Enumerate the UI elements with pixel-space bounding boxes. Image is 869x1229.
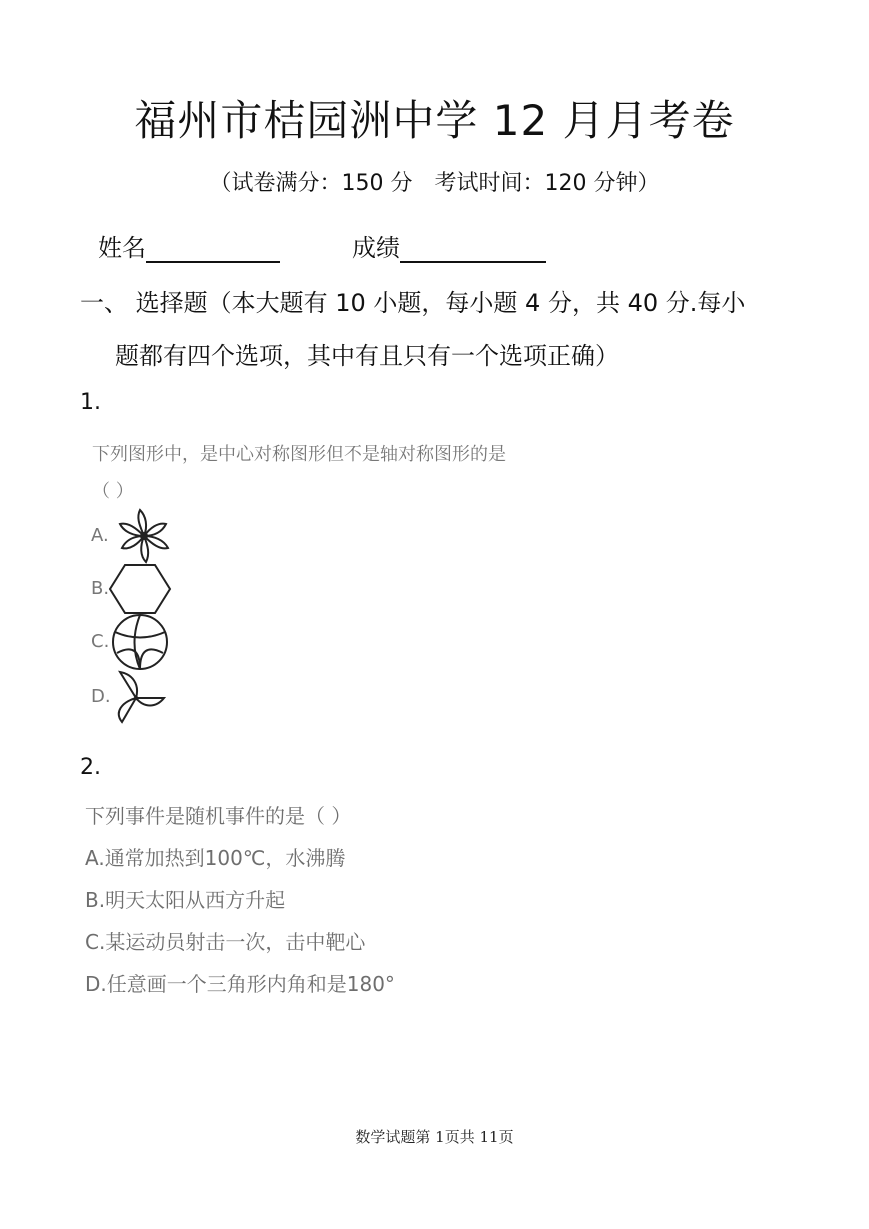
hexagon-icon (108, 563, 172, 615)
page-footer: 数学试题第 1页共 11页 (355, 1128, 514, 1146)
page-title: 福州市桔园洲中学 12 月月考卷 (134, 96, 735, 145)
question-1-paren: （ ） (92, 481, 134, 502)
question-2-stem: 下列事件是随机事件的是（ ） (85, 804, 352, 828)
exam-info: （试卷满分：150 分 考试时间：120 分钟） (209, 171, 660, 196)
question-2-number: 2. (80, 755, 101, 780)
score-label: 成绩 (352, 234, 400, 262)
question-2-option-a: A.通常加热到100℃，水沸腾 (85, 846, 346, 870)
pinwheel-icon (110, 508, 178, 564)
section-heading-line2: 题都有四个选项，其中有且只有一个选项正确） (115, 342, 619, 370)
name-label: 姓名 (98, 234, 146, 262)
question-1-option-a-label: A. (91, 525, 109, 546)
question-2-option-b: B.明天太阳从西方升起 (85, 888, 286, 912)
question-2-option-d: D.任意画一个三角形内角和是180° (85, 972, 395, 996)
question-1-option-c-label: C. (91, 631, 110, 652)
section-heading-line1: 一、 选择题（本大题有 10 小题，每小题 4 分，共 40 分.每小 (80, 289, 746, 317)
question-1-stem: 下列图形中，是中心对称图形但不是轴对称图形的是 (92, 444, 506, 465)
score-field (352, 228, 546, 263)
circle-arcs-icon (109, 613, 171, 671)
name-blank (146, 235, 280, 263)
question-1-number: 1. (80, 390, 101, 415)
question-2-option-c: C.某运动员射击一次，击中靶心 (85, 930, 366, 954)
name-field (98, 228, 280, 263)
question-1-option-d-label: D. (91, 686, 111, 707)
score-blank (400, 235, 546, 263)
question-1-option-b-label: B. (91, 578, 110, 599)
three-blade-icon (110, 668, 168, 726)
